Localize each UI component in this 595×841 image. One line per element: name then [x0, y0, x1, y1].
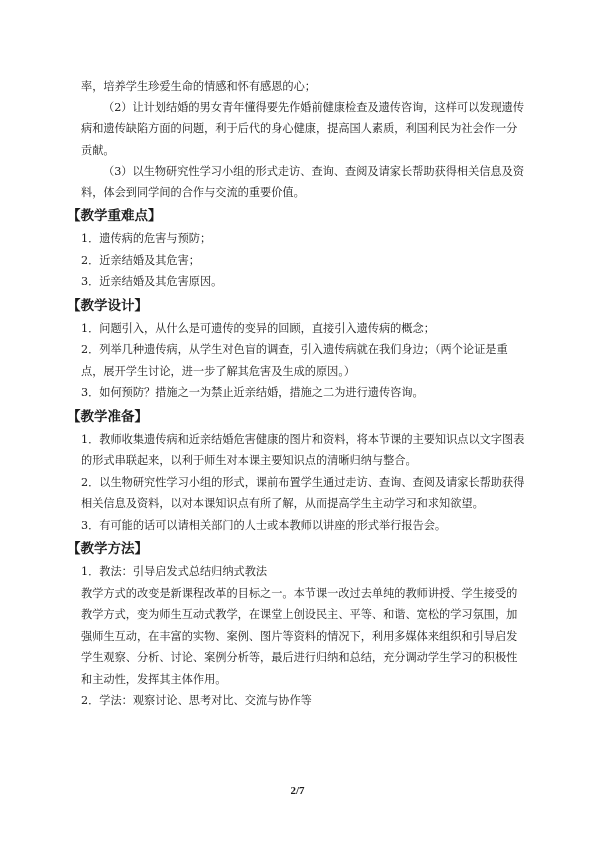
objective-line-1: 率，培养学生珍爱生命的情感和怀有感恩的心；	[81, 80, 316, 93]
design-item-2: 2．列举几种遗传病，从学生对色盲的调查，引入遗传病就在我们身边；（两个论证是重点，展开学生讨论，进一步了解其危害及生成的原因。）	[81, 343, 508, 378]
preparation-heading: 【教学准备】	[67, 408, 148, 425]
key-point-item-3: 3．近亲结婚及其危害原因。	[81, 275, 223, 289]
objective-item-3: （3）以生物研究性学习小组的形式走访、查询、查阅及请家长帮助获得相关信息及资料，体会到同学间的合作与交流的重要价值。	[81, 164, 525, 200]
preparation-item-1: 1．教师收集遗传病和近亲结婚危害健康的图片和资料，将本节课的主要知识点以文字图表的形式串联起来，以利于师生对本课主要知识点的清晰归纳与整合。	[81, 432, 525, 468]
page-number: 2/7	[290, 785, 305, 797]
key-point-item-1: 1．遗传病的危害与预防；	[81, 232, 212, 246]
document-page	[67, 76, 526, 712]
preparation-item-3: 3．有可能的话可以请相关部门的人士或本教师以讲座的形式举行报告会。	[81, 518, 447, 532]
methods-heading: 【教学方法】	[67, 541, 148, 558]
design-heading: 【教学设计】	[67, 297, 148, 314]
objective-item-2: （2）让计划结婚的男女青年懂得要先作婚前健康检查及遗传咨询，这样可以发现遗传病和遗传缺陷方面的问题，利于后代的身心健康，提高国人素质，利国利民为社会作一分贡献。	[81, 101, 525, 157]
methods-item-1: 1．教法：引导启发式总结归纳式教法	[81, 565, 268, 579]
design-item-1: 1．问题引入，从什么是可遗传的变异的回顾，直接引入遗传病的概念；	[81, 321, 435, 335]
design-item-3: 3．如何预防？措施之一为禁止近亲结婚，措施之二为进行遗传咨询。	[81, 386, 424, 400]
methods-item-2: 2．学法：观察讨论、思考对比、交流与协作等	[81, 694, 312, 708]
methods-paragraph: 教学方式的改变是新课程改革的目标之一。本节课一改过去单纯的教师讲授、学生接受的教学方式，变为师生互动式教学，在课堂上创设民主、平等、和谐、宽松的学习氛围，加强师生互动，在丰富的实物、案例、图片等资料的情况下，利用多媒体来组织和引导启发学生观察、分析、讨论、案例分析等，最后进行归纳和总结，充分调动学生学习的积极性和主动性，发挥其主体作用。	[81, 586, 518, 686]
preparation-item-2: 2．以生物研究性学习小组的形式，课前布置学生通过走访、查询、查阅及请家长帮助获得相关信息及资料，以对本课知识点有所了解，从而提高学生主动学习和求知欲望。	[81, 475, 525, 511]
key-point-item-2: 2．近亲结婚及其危害；	[81, 253, 200, 267]
key-points-heading: 【教学重难点】	[67, 208, 162, 225]
